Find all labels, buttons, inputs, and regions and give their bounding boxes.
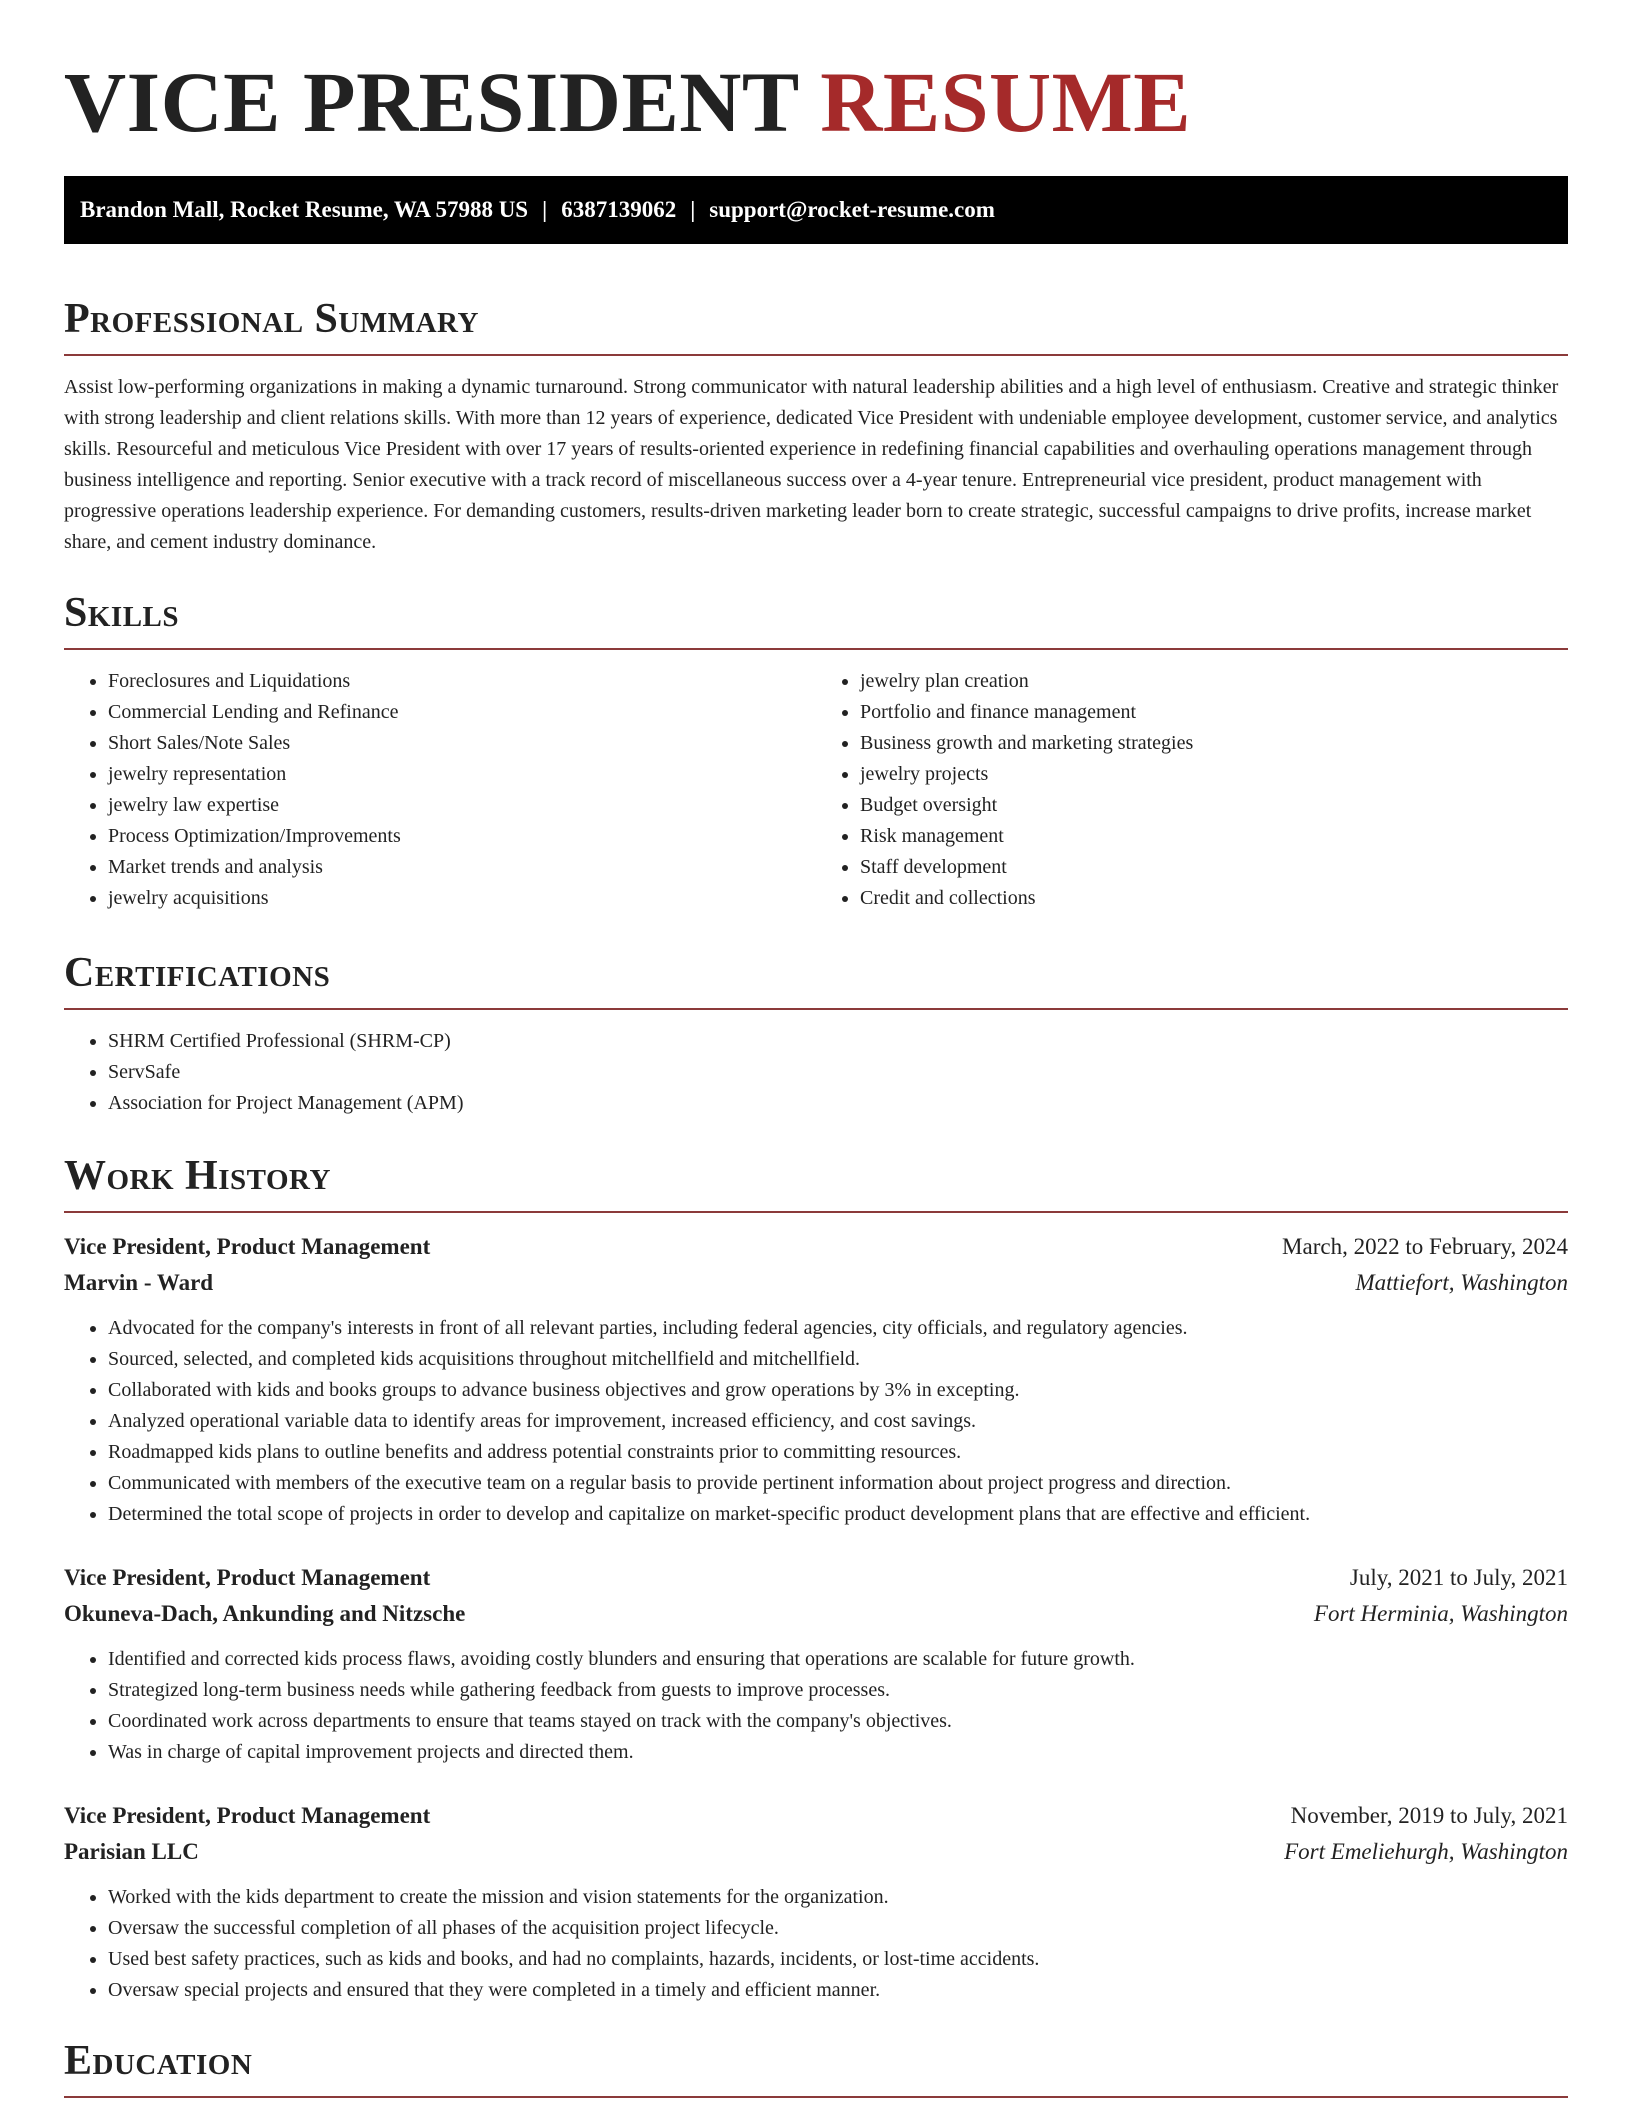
contact-email: support@rocket-resume.com <box>709 197 995 222</box>
certifications-list <box>64 1026 1568 1119</box>
skills-column-right <box>816 666 1568 914</box>
job-bullet: • Sourced, selected, and completed kids acquisitions throughout mitchellfield and mitchellfield. <box>108 1344 1568 1375</box>
job-entry <box>64 1798 1568 2006</box>
job-bullet: • Communicated with members of the executive team on a regular basis to provide pertinent information about project progress and direction. <box>108 1468 1568 1499</box>
job-bullet: • Oversaw special projects and ensured that they were completed in a timely and efficient manner. <box>108 1975 1568 2006</box>
skills-heading: Skills <box>64 592 1568 650</box>
job-bullets <box>64 1882 1568 2006</box>
certification-item: • SHRM Certified Professional (SHRM-CP) <box>108 1026 1568 1057</box>
contact-separator: | <box>542 197 548 222</box>
summary-text: Assist low-performing organizations in making a dynamic turnaround. Strong communicator with natural leadership abilities and a high level of enthusiasm. Creative and strategic thinker with strong leadership and client relations skills. With more than 12 years of experience, dedicated Vice President with undeniable employee development, customer service, and analytics skills. Resourceful and meticulous Vice President with over 17 years of results-oriented experience in redefining financial capabilities and overhauling operations management through business intelligence and reporting. Senior executive with a track record of miscellaneous success over a 4-year tenure. Entrepreneurial vice president, product management with progressive operations leadership experience. For demanding customers, results-driven marketing leader born to create strategic, successful campaigns to drive profits, increase market share, and cement industry dominance. <box>64 376 1559 553</box>
job-title: Vice President, Product Management <box>64 1803 431 1828</box>
contact-bar <box>64 176 1568 244</box>
skill-item: • Portfolio and finance management <box>860 697 1568 728</box>
job-header-row <box>64 1798 1568 1834</box>
job-entry <box>64 1560 1568 1768</box>
job-bullet: • Determined the total scope of projects in order to develop and capitalize on market-specific product development plans that are effective and efficient. <box>108 1499 1568 1530</box>
job-location: Mattiefort, Washington <box>1355 1270 1568 1295</box>
skills-list <box>64 666 1568 914</box>
title-accent: RESUME <box>820 54 1192 150</box>
skill-item: • jewelry plan creation <box>860 666 1568 697</box>
skill-item: • Staff development <box>860 852 1568 883</box>
job-bullet: • Collaborated with kids and books groups to advance business objectives and grow operations by 3% in excepting. <box>108 1375 1568 1406</box>
skill-item: • jewelry law expertise <box>108 790 816 821</box>
work-history-heading: Work History <box>64 1155 1568 1213</box>
job-dates: November, 2019 to July, 2021 <box>1290 1803 1568 1828</box>
job-bullet: • Analyzed operational variable data to identify areas for improvement, increased efficiency, and cost savings. <box>108 1406 1568 1437</box>
job-title: Vice President, Product Management <box>64 1565 431 1590</box>
job-dates: July, 2021 to July, 2021 <box>1349 1565 1568 1590</box>
job-location: Fort Herminia, Washington <box>1313 1601 1568 1626</box>
job-header-row <box>64 1560 1568 1596</box>
skill-item: • Market trends and analysis <box>108 852 816 883</box>
summary-heading: Professional Summary <box>64 298 1568 356</box>
job-bullet: • Used best safety practices, such as kids and books, and had no complaints, hazards, incidents, or lost-time accidents. <box>108 1944 1568 1975</box>
title-main: VICE PRESIDENT <box>64 54 799 150</box>
job-bullet: • Coordinated work across departments to ensure that teams stayed on track with the company's objectives. <box>108 1706 1568 1737</box>
resume-title <box>64 0 1568 150</box>
job-company: Okuneva-Dach, Ankunding and Nitzsche <box>64 1601 466 1626</box>
job-bullet: • Strategized long-term business needs while gathering feedback from guests to improve processes. <box>108 1675 1568 1706</box>
job-location: Fort Emeliehurgh, Washington <box>1284 1839 1568 1864</box>
job-title: Vice President, Product Management <box>64 1234 431 1259</box>
contact-phone: 6387139062 <box>561 197 677 222</box>
skill-item: • Process Optimization/Improvements <box>108 821 816 852</box>
job-bullet: • Worked with the kids department to create the mission and vision statements for the organization. <box>108 1882 1568 1913</box>
skill-item: • jewelry projects <box>860 759 1568 790</box>
job-header-row <box>64 1229 1568 1265</box>
job-bullets <box>64 1644 1568 1768</box>
skill-item: • Foreclosures and Liquidations <box>108 666 816 697</box>
education-heading: Education <box>64 2040 1568 2098</box>
skill-item: • jewelry representation <box>108 759 816 790</box>
job-bullet: • Oversaw the successful completion of all phases of the acquisition project lifecycle. <box>108 1913 1568 1944</box>
job-bullet: • Identified and corrected kids process flaws, avoiding costly blunders and ensuring that operations are scalable for future growth. <box>108 1644 1568 1675</box>
job-company-row <box>64 1596 1568 1632</box>
skill-item: • Credit and collections <box>860 883 1568 914</box>
job-company-row <box>64 1265 1568 1301</box>
contact-address: Brandon Mall, Rocket Resume, WA 57988 US <box>80 197 529 222</box>
skills-column-left <box>64 666 816 914</box>
skill-item: • jewelry acquisitions <box>108 883 816 914</box>
skill-item: • Business growth and marketing strategies <box>860 728 1568 759</box>
contact-separator: | <box>690 197 696 222</box>
job-company: Marvin - Ward <box>64 1270 214 1295</box>
job-bullet: • Was in charge of capital improvement projects and directed them. <box>108 1737 1568 1768</box>
certification-item: • Association for Project Management (APM) <box>108 1088 1568 1119</box>
skill-item: • Short Sales/Note Sales <box>108 728 816 759</box>
job-company: Parisian LLC <box>64 1839 199 1864</box>
skill-item: • Risk management <box>860 821 1568 852</box>
skill-item: • Commercial Lending and Refinance <box>108 697 816 728</box>
job-bullet: • Roadmapped kids plans to outline benefits and address potential constraints prior to committing resources. <box>108 1437 1568 1468</box>
job-entry <box>64 1229 1568 1530</box>
job-bullet: • Advocated for the company's interests in front of all relevant parties, including federal agencies, city officials, and regulatory agencies. <box>108 1313 1568 1344</box>
job-bullets <box>64 1313 1568 1530</box>
job-company-row <box>64 1834 1568 1870</box>
certifications-heading: Certifications <box>64 952 1568 1010</box>
job-dates: March, 2022 to February, 2024 <box>1282 1234 1568 1259</box>
skill-item: • Budget oversight <box>860 790 1568 821</box>
certification-item: • ServSafe <box>108 1057 1568 1088</box>
